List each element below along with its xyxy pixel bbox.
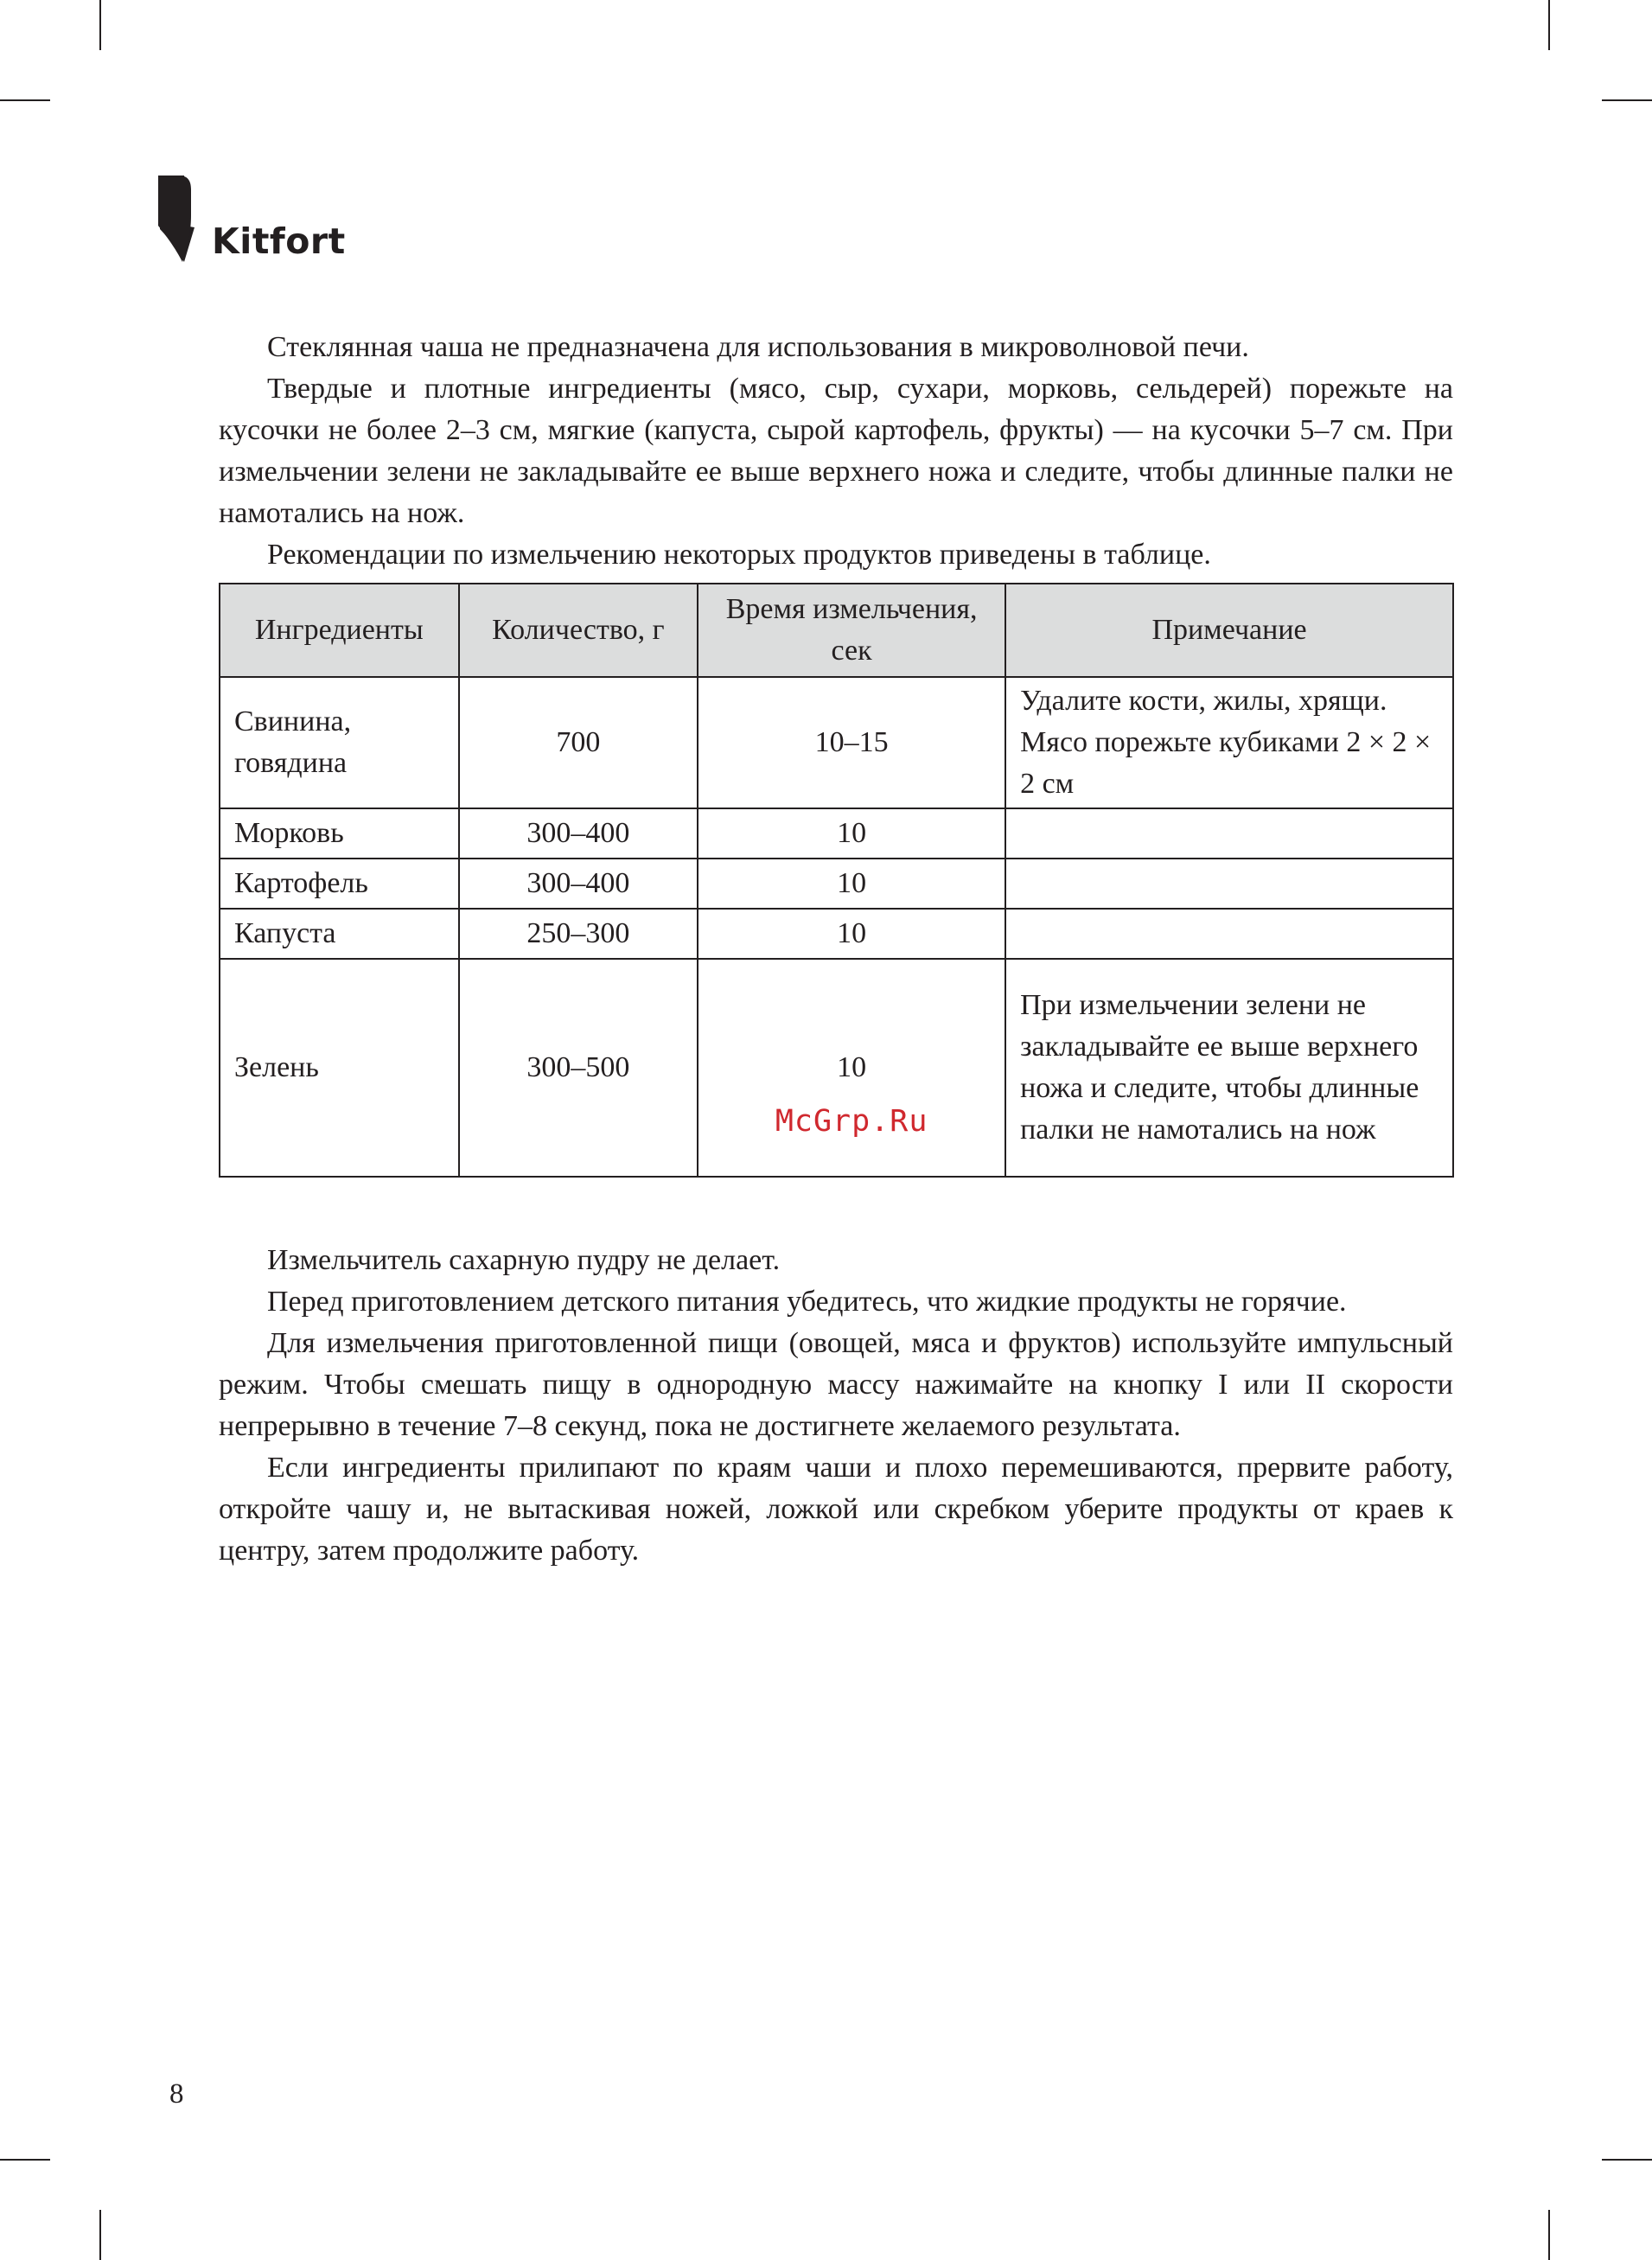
brand-name: Kitfort bbox=[212, 220, 346, 262]
ingredients-table bbox=[219, 583, 1454, 1178]
crop-mark bbox=[1602, 99, 1652, 101]
page-number: 8 bbox=[169, 2078, 184, 2110]
paragraph: Для измельчения приготовленной пищи (овощей, мяса и фруктов) используйте импульсный режим. Чтобы смешать пищу в однородную массу нажимайте на кнопку I или II скорости непрерывно в течение 7–8 секунд, пока не достигнете желаемого результата. bbox=[219, 1327, 1453, 1442]
quantity-cell: 300–400 bbox=[459, 859, 698, 909]
crop-mark bbox=[1548, 0, 1550, 50]
kitfort-logo bbox=[158, 176, 344, 271]
crop-mark bbox=[99, 0, 101, 50]
crop-mark bbox=[0, 2159, 50, 2161]
ingredient-cell: Зелень bbox=[220, 959, 459, 1177]
body-text bbox=[219, 1240, 1453, 1572]
time-cell: 10 bbox=[698, 808, 1005, 859]
time-cell-content bbox=[712, 1047, 991, 1139]
column-header-quantity: Количество, г bbox=[459, 584, 698, 677]
quantity-cell: 700 bbox=[459, 677, 698, 808]
table-row bbox=[220, 909, 1453, 959]
column-header-ingredients: Ингредиенты bbox=[220, 584, 459, 677]
time-cell: 10 bbox=[837, 1051, 867, 1083]
table-row bbox=[220, 859, 1453, 909]
paragraph: Если ингредиенты прилипают по краям чаши и плохо перемешиваются, прервите работу, откройте чашу и, не вытаскивая ножей, ложкой или скребком уберите продукты от краев к центру, затем продолжите работу. bbox=[219, 1452, 1453, 1567]
table-header-row bbox=[220, 584, 1453, 677]
time-cell: 10 bbox=[698, 859, 1005, 909]
paragraph: Измельчитель сахарную пудру не делает. bbox=[267, 1244, 781, 1276]
table-row bbox=[220, 808, 1453, 859]
ingredient-cell: Свинина, говядина bbox=[220, 677, 459, 808]
table-row bbox=[220, 959, 1453, 1177]
time-cell: 10–15 bbox=[698, 677, 1005, 808]
paragraph: Перед приготовлением детского питания убедитесь, что жидкие продукты не горячие. bbox=[267, 1286, 1347, 1318]
paragraph: Стеклянная чаша не предназначена для использования в микроволновой печи. bbox=[267, 331, 1249, 363]
column-header-note: Примечание bbox=[1005, 584, 1453, 677]
note-cell: При измельчении зелени не закладывайте ее выше верхнего ножа и следите, чтобы длинные палки не намотались на нож bbox=[1005, 959, 1453, 1177]
quantity-cell: 300–400 bbox=[459, 808, 698, 859]
crop-mark bbox=[1548, 2210, 1550, 2260]
intro-text bbox=[219, 327, 1453, 576]
quantity-cell: 300–500 bbox=[459, 959, 698, 1177]
note-cell: Удалите кости, жилы, хрящи. Мясо порежьте кубиками 2 × 2 × 2 см bbox=[1005, 677, 1453, 808]
paragraph: Рекомендации по измельчению некоторых продуктов приведены в таблице. bbox=[267, 539, 1211, 571]
time-cell-wrapper bbox=[698, 959, 1005, 1177]
note-cell bbox=[1005, 859, 1453, 909]
column-header-time: Время измельчения, сек bbox=[698, 584, 1005, 677]
time-cell: 10 bbox=[698, 909, 1005, 959]
ingredient-cell: Капуста bbox=[220, 909, 459, 959]
crop-mark bbox=[1602, 2159, 1652, 2161]
crop-mark bbox=[99, 2210, 101, 2260]
quantity-cell: 250–300 bbox=[459, 909, 698, 959]
paragraph: Твердые и плотные ингредиенты (мясо, сыр, сухари, морковь, сельдерей) порежьте на кусочки не более 2–3 см, мягкие (капуста, сырой картофель, фрукты) — на кусочки 5–7 см. При измельчении зелени не закладывайте ее выше верхнего ножа и следите, чтобы длинные палки не намотались на нож. bbox=[219, 373, 1453, 529]
ingredient-cell: Картофель bbox=[220, 859, 459, 909]
crop-mark bbox=[0, 99, 50, 101]
ingredient-cell: Морковь bbox=[220, 808, 459, 859]
note-cell bbox=[1005, 909, 1453, 959]
table-row bbox=[220, 677, 1453, 808]
note-cell bbox=[1005, 808, 1453, 859]
watermark[interactable]: McGrp.Ru bbox=[775, 1104, 928, 1139]
